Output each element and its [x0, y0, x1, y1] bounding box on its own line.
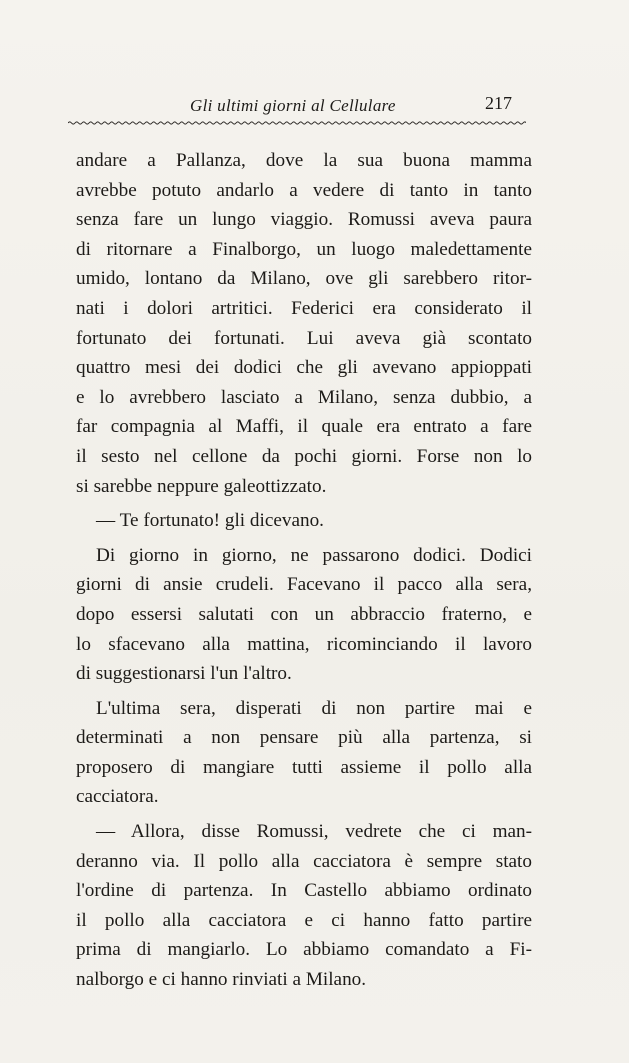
paragraph — [76, 817, 532, 995]
text-line: di suggestionarsi l'un l'altro. — [76, 663, 292, 685]
text-line: il pollo alla cacciatora e ci hanno fatto partire — [76, 909, 532, 931]
text-line: proposero di mangiare tutti assieme il pollo alla — [76, 756, 532, 778]
text-line: l'ordine di partenza. In Castello abbiamo ordinato — [76, 880, 532, 902]
text-line: il sesto nel cellone da pochi giorni. Forse non lo — [76, 445, 532, 467]
text-line: Di giorno in giorno, ne passarono dodici. Dodici — [96, 544, 532, 566]
decorative-wavy-rule — [68, 118, 526, 128]
body-text — [76, 146, 532, 995]
text-line: giorni di ansie crudeli. Facevano il pacco alla sera, — [76, 574, 532, 596]
text-line: lo sfacevano alla mattina, ricominciando il lavoro — [76, 633, 532, 655]
text-line: e lo avrebbero lasciato a Milano, senza dubbio, a — [76, 386, 532, 408]
text-line: dopo essersi salutati con un abbraccio fraterno, e — [76, 603, 532, 625]
running-title: Gli ultimi giorni al Cellulare — [190, 96, 396, 115]
text-line: si sarebbe neppure galeottizzato. — [76, 475, 327, 497]
text-line: quattro mesi dei dodici che gli avevano appioppati — [76, 357, 532, 379]
text-line: senza fare un lungo viaggio. Romussi aveva paura — [76, 209, 532, 231]
text-line: prima di mangiarlo. Lo abbiamo comandato a Fi- — [76, 939, 532, 961]
text-line: di ritornare a Finalborgo, un luogo maledettamente — [76, 238, 532, 260]
text-line: umido, lontano da Milano, ove gli sarebbero ritor- — [76, 268, 532, 290]
paragraph — [76, 146, 532, 501]
paragraph — [76, 694, 532, 812]
text-line: cacciatora. — [76, 786, 159, 808]
text-line: far compagnia al Maffi, il quale era entrato a fare — [76, 416, 532, 438]
text-line: fortunato dei fortunati. Lui aveva già scontato — [76, 327, 532, 349]
text-line: avrebbe potuto andarlo a vedere di tanto in tanto — [76, 179, 532, 201]
text-line: nati i dolori artritici. Federici era considerato il — [76, 297, 532, 319]
text-line: L'ultima sera, disperati di non partire mai e — [96, 697, 532, 719]
paragraph — [76, 506, 532, 536]
text-line: deranno via. Il pollo alla cacciatora è sempre stato — [76, 850, 532, 872]
text-line: nalborgo e ci hanno rinviati a Milano. — [76, 969, 367, 991]
text-line: determinati a non pensare più alla partenza, si — [76, 727, 532, 749]
paragraph — [76, 541, 532, 689]
text-line: — Te fortunato! gli dicevano. — [96, 510, 324, 532]
text-line: — Allora, disse Romussi, vedrete che ci man- — [96, 821, 532, 843]
page-number: 217 — [485, 93, 512, 113]
text-line: andare a Pallanza, dove la sua buona mamma — [76, 150, 532, 171]
